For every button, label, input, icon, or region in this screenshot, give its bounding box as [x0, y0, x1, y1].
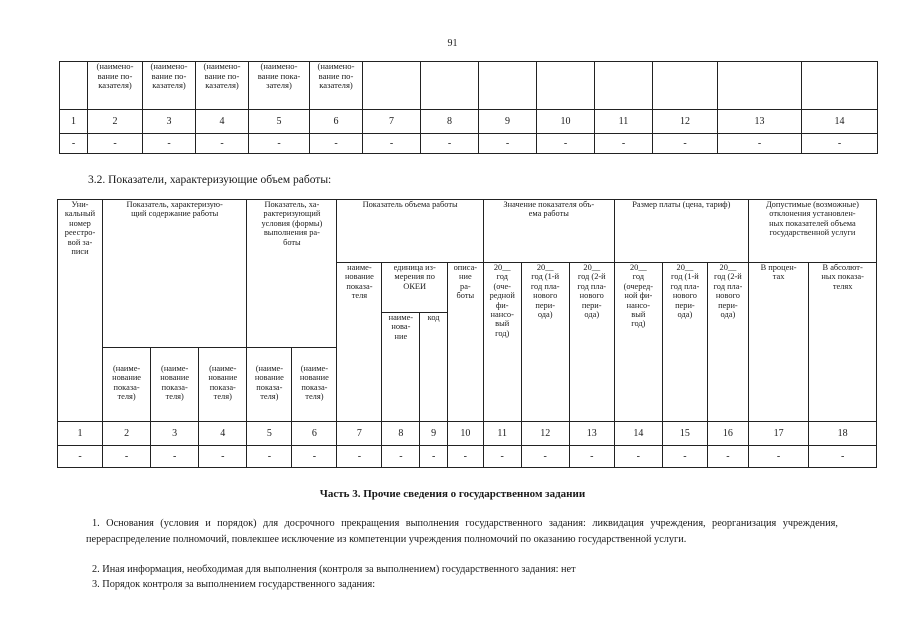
table2-colnum-1: 1 [58, 422, 103, 446]
page-number: 91 [447, 38, 458, 49]
table1-cell-6: - [310, 134, 363, 154]
table2-colnum-12: 12 [521, 422, 569, 446]
table1-cell-12: - [653, 134, 718, 154]
table1-cell-5: - [249, 134, 310, 154]
table1-header-cell-4: (наимено- вание по- казателя) [196, 62, 249, 110]
table1-header-cell-14 [802, 62, 878, 110]
header-fee-size: Размер платы (цена, тариф) [614, 200, 748, 263]
table2-colnum-3: 3 [151, 422, 199, 446]
table1-header-cell-5: (наимено- вание пока- зателя) [249, 62, 310, 110]
table1-cell-1: - [60, 134, 88, 154]
table1-cell-14: - [802, 134, 878, 154]
sublabel-conditions-1: (наиме- нование показа- теля) [247, 348, 292, 422]
table2-cell-15: - [662, 446, 707, 468]
table2-cell-9: - [420, 446, 448, 468]
table2-cell-14: - [614, 446, 662, 468]
table2-colnum-2: 2 [103, 422, 151, 446]
header-work-description: описа- ние ра- боты [447, 263, 483, 422]
table1-header-cell-10 [537, 62, 595, 110]
table2-cell-18: - [809, 446, 877, 468]
table2-colnum-6: 6 [292, 422, 337, 446]
sublabel-content-1: (наиме- нование показа- теля) [103, 348, 151, 422]
header-conditions-indicator: Показатель, ха- рактеризующий условия (формы) выполнения ра- боты [247, 200, 337, 348]
table2-cell-1: - [58, 446, 103, 468]
table2-colnum-5: 5 [247, 422, 292, 446]
header-fee-year-3: 20__ год (2-й год пла- нового пери- ода) [707, 263, 748, 422]
header-unique-record-number: Уни- кальный номер реестро- вой за- писи [58, 200, 103, 422]
table1-colnum-10: 10 [537, 110, 595, 134]
table2-cell-7: - [337, 446, 382, 468]
table2-colnum-9: 9 [420, 422, 448, 446]
table1-cell-13: - [718, 134, 802, 154]
sublabel-content-2: (наиме- нование показа- теля) [151, 348, 199, 422]
header-value-year-2: 20__ год (1-й год пла- нового пери- ода) [521, 263, 569, 422]
table1-header-cell-6: (наимено- вание по- казателя) [310, 62, 363, 110]
table1-colnum-14: 14 [802, 110, 878, 134]
header-indicator-name: наиме- нование показа- теля [337, 263, 382, 422]
table2-colnum-11: 11 [483, 422, 521, 446]
table2-colnum-15: 15 [662, 422, 707, 446]
part3-title: Часть 3. Прочие сведения о государственном задании [319, 488, 586, 500]
table1-colnum-6: 6 [310, 110, 363, 134]
header-deviation-absolute: В абсолют- ных показа- телях [809, 263, 877, 422]
header-value-year-1: 20__ год (оче- редной фи- нансо- вый год) [483, 263, 521, 422]
paragraph-2 [86, 562, 838, 578]
header-value-year-3: 20__ год (2-й год пла- нового пери- ода) [569, 263, 614, 422]
table2-colnum-8: 8 [382, 422, 420, 446]
table2-colnum-14: 14 [614, 422, 662, 446]
table2-colnum-10: 10 [447, 422, 483, 446]
table1-cell-9: - [479, 134, 537, 154]
table1-header-cell-12 [653, 62, 718, 110]
table2-column-numbers-row [58, 422, 877, 446]
paragraph-3 [86, 577, 838, 593]
table2-cell-10: - [447, 446, 483, 468]
paragraph-1-text: 1. Основания (условия и порядок) для досрочного прекращения выполнения государственного задания: ликвидация учреждения, реорганизация учреждения, перераспределение полномочий, повлекшее исключение из компетенции учреждения полномочий по оказанию государственной услуги. [86, 518, 838, 545]
header-unit-okei: единица из- мерения по ОКЕИ [382, 263, 447, 313]
header-volume-indicator: Показатель объема работы [337, 200, 483, 263]
table1-header-cell-7 [363, 62, 421, 110]
table1-cell-8: - [421, 134, 479, 154]
table1-colnum-7: 7 [363, 110, 421, 134]
table1-colnum-2: 2 [88, 110, 143, 134]
table2-data-row [58, 446, 877, 468]
table1-cell-11: - [595, 134, 653, 154]
paragraph-3-text: 3. Порядок контроля за выполнением государственного задания: [92, 579, 376, 590]
header-deviation-percent: В процен- тах [748, 263, 808, 422]
header-fee-year-2: 20__ год (1-й год пла- нового пери- ода) [662, 263, 707, 422]
table2-cell-13: - [569, 446, 614, 468]
table2-cell-11: - [483, 446, 521, 468]
table1-column-numbers-row [60, 110, 878, 134]
table1-cell-4: - [196, 134, 249, 154]
table2-colnum-4: 4 [199, 422, 247, 446]
table2-cell-12: - [521, 446, 569, 468]
table1-colnum-11: 11 [595, 110, 653, 134]
header-permissible-deviation: Допустимые (возможные) отклонения установлен- ных показателей объема государственной услуги [748, 200, 876, 263]
work-volume-indicators-table [57, 199, 877, 468]
table2-cell-8: - [382, 446, 420, 468]
table1-colnum-12: 12 [653, 110, 718, 134]
section-title-3-2: 3.2. Показатели, характеризующие объем работы: [88, 174, 332, 186]
table2-cell-6: - [292, 446, 337, 468]
table1-cell-2: - [88, 134, 143, 154]
paragraph-2-text: 2. Иная информация, необходимая для выполнения (контроля за выполнением) государственного задания: нет [92, 564, 576, 575]
table2-cell-5: - [247, 446, 292, 468]
header-unit-name: наиме- нова- ние [382, 313, 420, 422]
table1-colnum-13: 13 [718, 110, 802, 134]
table1-colnum-9: 9 [479, 110, 537, 134]
table1-cell-10: - [537, 134, 595, 154]
sublabel-content-3: (наиме- нование показа- теля) [199, 348, 247, 422]
table1-cell-3: - [143, 134, 196, 154]
header-fee-year-1: 20__ год (очеред- ной фи- нансо- вый год) [614, 263, 662, 422]
table1-header-cell-1 [60, 62, 88, 110]
table1-colnum-8: 8 [421, 110, 479, 134]
table1-cell-7: - [363, 134, 421, 154]
table2-colnum-16: 16 [707, 422, 748, 446]
table1-colnum-5: 5 [249, 110, 310, 134]
header-content-indicator: Показатель, характеризую- щий содержание работы [103, 200, 247, 348]
table1-header-cell-8 [421, 62, 479, 110]
table1-colnum-3: 3 [143, 110, 196, 134]
table1-header-cell-9 [479, 62, 537, 110]
table2-colnum-7: 7 [337, 422, 382, 446]
table1-header-cell-13 [718, 62, 802, 110]
table2-colnum-18: 18 [809, 422, 877, 446]
table2-cell-2: - [103, 446, 151, 468]
table2-cell-17: - [748, 446, 808, 468]
table1-data-row [60, 134, 878, 154]
paragraph-1 [86, 516, 838, 547]
table2-colnum-13: 13 [569, 422, 614, 446]
indicators-quality-table-continuation [59, 61, 878, 154]
table1-header-cell-2: (наимено- вание по- казателя) [88, 62, 143, 110]
table2-cell-3: - [151, 446, 199, 468]
table1-header-row [60, 62, 878, 110]
table2-colnum-17: 17 [748, 422, 808, 446]
table1-header-cell-11 [595, 62, 653, 110]
table2-cell-4: - [199, 446, 247, 468]
table1-colnum-1: 1 [60, 110, 88, 134]
sublabel-conditions-2: (наиме- нование показа- теля) [292, 348, 337, 422]
table1-header-cell-3: (наимено- вание по- казателя) [143, 62, 196, 110]
table2-cell-16: - [707, 446, 748, 468]
table1-colnum-4: 4 [196, 110, 249, 134]
header-volume-value: Значение показателя объ- ема работы [483, 200, 614, 263]
header-unit-code: код [420, 313, 448, 422]
